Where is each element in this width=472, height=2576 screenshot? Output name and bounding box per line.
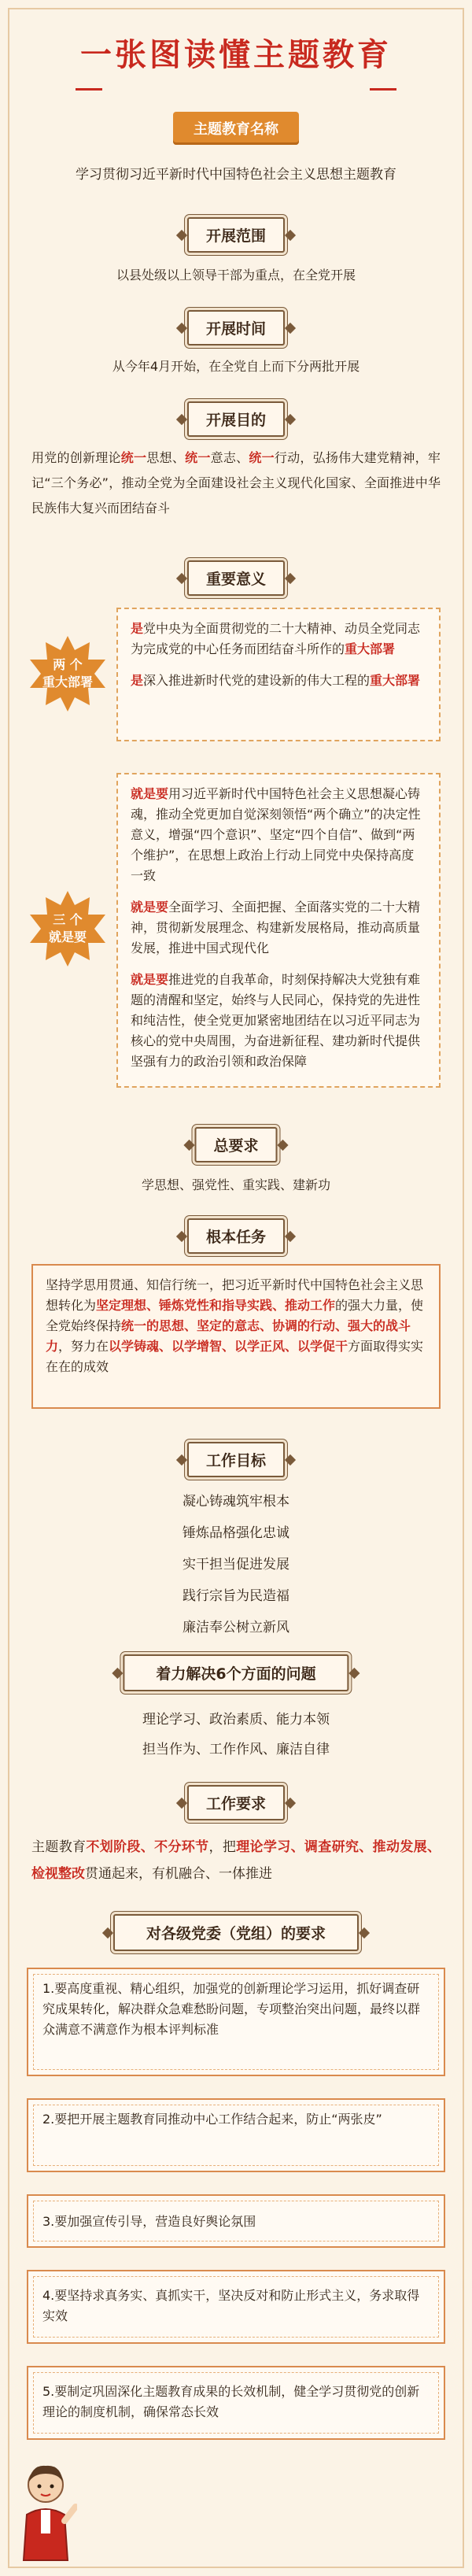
- work-req-heading: 工作要求: [187, 1785, 285, 1820]
- goal-text: 用党的创新理论统一思想、统一意志、统一行动，弘扬伟大建党精神，牢记“三个务必”，推动全党为全面建设社会主义现代化国家、全面推进中华民族伟大复兴而团结奋斗: [31, 450, 441, 516]
- task-heading: 根本任务: [187, 1218, 285, 1254]
- theme-name-pill: 主题教育名称: [173, 112, 299, 145]
- title-decoration-right: [370, 88, 396, 91]
- party-req-item-5: 5.要制定巩固深化主题教育成果的长效机制，健全学习贯彻党的创新理论的制度机制，确保常态长效: [27, 2366, 445, 2440]
- party-req-item-2: 2.要把开展主题教育同推动中心工作结合起来，防止“两张皮”: [27, 2098, 445, 2172]
- task-box: 坚持学思用贯通、知信行统一，把习近平新时代中国特色社会主义思想转化为坚定理想、锤炼党性和指导实践、推动工作的强大力量，使全党始终保持统一的思想、坚定的意志、协调的行动、强大的战斗力，努力在以学铸魂、以学增智、以学正风、以学促干方面取得实实在在的成效: [31, 1264, 441, 1409]
- two-deployments-badge: [28, 634, 107, 713]
- target-item: 锤炼品格强化忠诚: [183, 1525, 289, 1541]
- deployment-item-1: 是党中央为全面贯彻党的二十大精神、动员全党同志为完成党的中心任务而团结奋斗所作的重大部署: [131, 621, 421, 656]
- theme-name-text: 学习贯彻习近平新时代中国特色社会主义思想主题教育: [76, 167, 396, 183]
- time-text: 从今年4月开始，在全党自上而下分两批开展: [112, 359, 360, 374]
- three-musts-box: [116, 773, 441, 1088]
- badge2-line2: 就是要: [48, 930, 87, 944]
- must-point-1: 就是要用习近平新时代中国特色社会主义思想凝心铸魂，推动全党更加自觉深刻领悟“两个确立”的决定性意义，增强“四个意识”、坚定“四个自信”、做到“两个维护”，在思想上政治上行动上同党中央保持高度一致: [131, 786, 421, 883]
- goal-heading: 开展目的: [187, 401, 285, 437]
- scope-heading: 开展范围: [187, 217, 285, 253]
- target-item: 实干担当促进发展: [183, 1557, 289, 1573]
- two-deployments-box: [116, 608, 441, 741]
- badge2-line1: 三 个: [53, 912, 83, 927]
- target-item: 践行宗旨为民造福: [183, 1588, 289, 1604]
- cartoon-character-icon: [14, 2460, 77, 2562]
- target-item: 廉洁奉公树立新风: [183, 1620, 289, 1635]
- party-req-item-3: 3.要加强宣传引导，营造良好舆论氛围: [27, 2194, 445, 2248]
- page-title: 一张图读懂主题教育: [80, 37, 392, 73]
- significance-heading: 重要意义: [187, 560, 285, 596]
- six-issues-list: [0, 1705, 472, 1765]
- party-req-item-4: 4.要坚持求真务实、真抓实干，坚决反对和防止形式主义，务求取得实效: [27, 2270, 445, 2344]
- six-issues-heading: 着力解决6个方面的问题: [123, 1654, 348, 1691]
- badge1-line2: 重大部署: [42, 674, 93, 689]
- target-item: 凝心铸魂筑牢根本: [183, 1494, 289, 1510]
- work-req-text: 主题教育不划阶段、不分环节，把理论学习、调查研究、推动发展、检视整改贯通起来，有机融合、一体推进: [31, 1839, 441, 1882]
- general-heading: 总要求: [194, 1127, 277, 1162]
- party-req-heading: 对各级党委（党组）的要求: [113, 1914, 359, 1951]
- must-point-3: 就是要推进党的自我革命，时刻保持解决大党独有难题的清醒和坚定，始终与人民同心，保持党的先进性和纯洁性，使全党更加紧密地团结在以习近平同志为核心的党中央周围，为奋进新征程、建功新时代提供坚强有力的政治引领和政治保障: [131, 972, 421, 1069]
- three-musts-badge: [28, 889, 107, 968]
- deployment-item-2: 是深入推进新时代党的建设新的伟大工程的重大部署: [131, 673, 421, 688]
- targets-list: [0, 1486, 472, 1643]
- must-point-2: 就是要全面学习、全面把握、全面落实党的二十大精神，贯彻新发展理念、构建新发展格局，推动高质量发展，推进中国式现代化: [131, 900, 421, 955]
- general-text: 学思想、强党性、重实践、建新功: [141, 1177, 330, 1192]
- issues-line: 理论学习、政治素质、能力本领: [142, 1712, 330, 1728]
- title-decoration-left: [76, 88, 102, 91]
- badge1-line1: 两 个: [53, 657, 83, 672]
- targets-heading: 工作目标: [187, 1442, 285, 1477]
- time-heading: 开展时间: [187, 310, 285, 346]
- party-req-item-1: 1.要高度重视、精心组织，加强党的创新理论学习运用，抓好调查研究成果转化，解决群众急难愁盼问题，专项整治突出问题，最终以群众满意不满意作为根本评判标准: [27, 1968, 445, 2076]
- issues-line: 担当作为、工作作风、廉洁自律: [142, 1742, 330, 1757]
- scope-text: 以县处级以上领导干部为重点，在全党开展: [116, 268, 356, 283]
